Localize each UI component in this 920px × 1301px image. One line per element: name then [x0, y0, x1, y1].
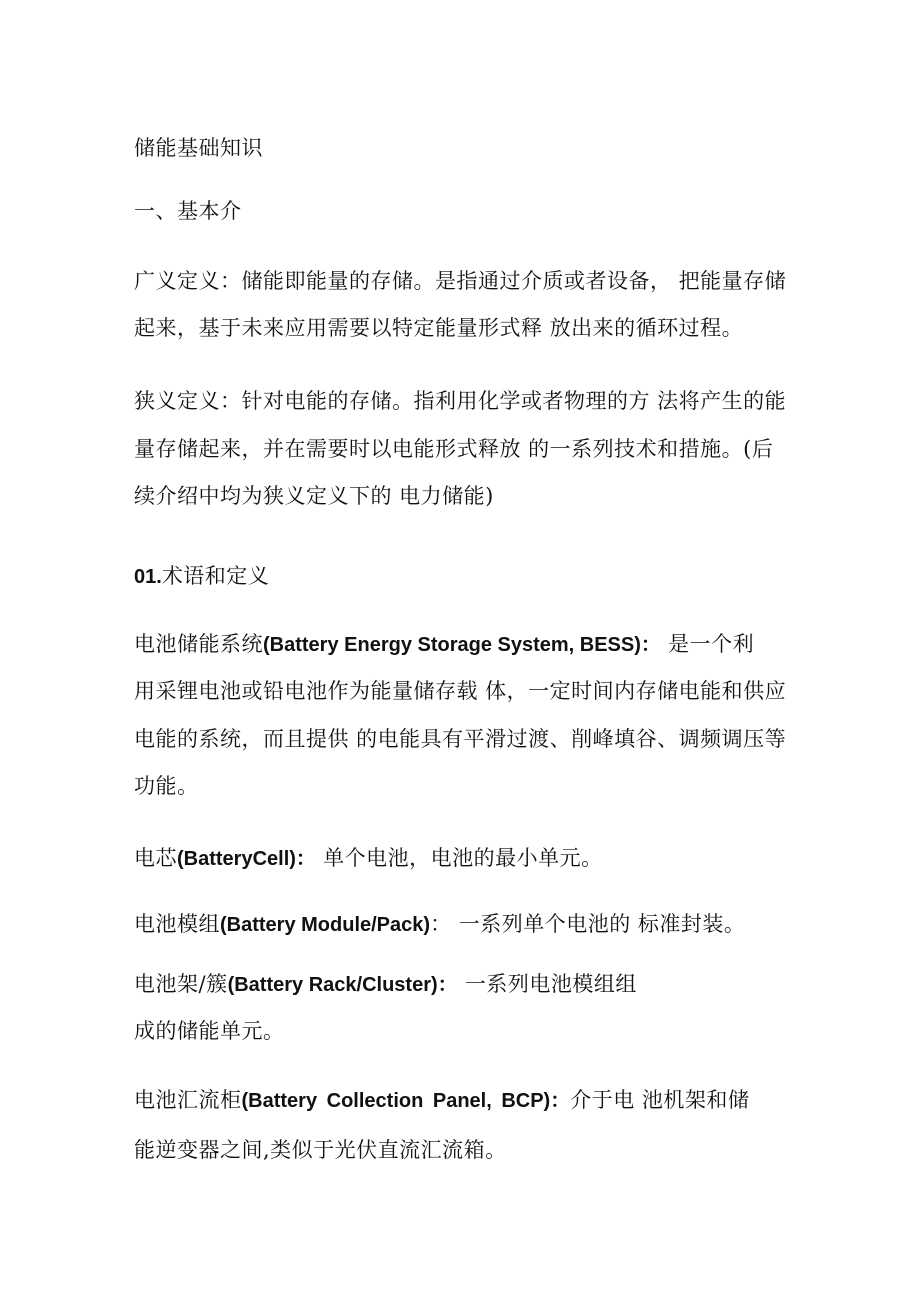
- broad-definition-line-1: 广义定义：储能即能量的存储。是指通过介质或者设备， 把能量存储: [134, 269, 787, 293]
- rack-definition-line-1: [134, 969, 637, 1000]
- document-title: 储能基础知识: [134, 136, 263, 160]
- terms-heading-text: 术语和定义: [161, 564, 270, 588]
- module-rest: ： 一系列单个电池的 标准封装。: [430, 912, 746, 936]
- section-heading: 一、基本介: [134, 199, 242, 223]
- rack-definition-line-2: 成的储能单元。: [134, 1019, 285, 1043]
- module-definition: [134, 909, 745, 940]
- bess-line-3: 电能的系统，而且提供 的电能具有平滑过渡、削峰填谷、调频调压等: [134, 727, 787, 751]
- bcp-prefix: 电池汇流柜: [134, 1088, 242, 1112]
- rack-prefix: 电池架/簇: [134, 972, 228, 996]
- terms-heading-number: 01.: [134, 566, 162, 588]
- module-prefix: 电池模组: [134, 912, 220, 936]
- cell-definition: [134, 843, 603, 874]
- bcp-definition-line-1: [134, 1085, 749, 1116]
- bess-line-4: 功能。: [134, 774, 199, 798]
- narrow-definition-line-1: 狭义定义：针对电能的存储。指利用化学或者物理的方 法将产生的能: [134, 389, 787, 413]
- bess-line-2: 用采锂电池或铅电池作为能量储存载 体，一定时间内存储电能和供应: [134, 679, 787, 703]
- bess-prefix: 电池储能系统: [134, 632, 263, 656]
- rack-term: (Battery Rack/Cluster)：: [227, 974, 458, 996]
- cell-prefix: 电芯: [134, 846, 177, 870]
- bess-line-1: [134, 629, 754, 660]
- terms-heading: [134, 561, 269, 592]
- rack-rest: 一系列电池模组组: [457, 972, 637, 996]
- bcp-rest: 介于电 池机架和储: [570, 1088, 750, 1112]
- broad-definition-line-2: 起来，基于未来应用需要以特定能量形式释 放出来的循环过程。: [134, 316, 744, 340]
- narrow-definition-line-3: 续介绍中均为狭义定义下的 电力储能): [134, 484, 494, 508]
- narrow-definition-line-2: 量存储起来，并在需要时以电能形式释放 的一系列技术和措施。(后: [134, 437, 774, 461]
- bess-line-1-rest: 是一个利: [660, 632, 755, 656]
- bcp-definition-line-2: 能逆变器之间,类似于光伏直流汇流箱。: [134, 1138, 507, 1162]
- bess-term: (Battery Energy Storage System, BESS)：: [263, 634, 661, 656]
- bcp-term: (Battery Collection Panel, BCP)：: [241, 1090, 571, 1112]
- module-term: (Battery Module/Pack): [220, 914, 431, 936]
- cell-term: (BatteryCell)：: [177, 848, 316, 870]
- cell-rest: 单个电池，电池的最小单元。: [315, 846, 603, 870]
